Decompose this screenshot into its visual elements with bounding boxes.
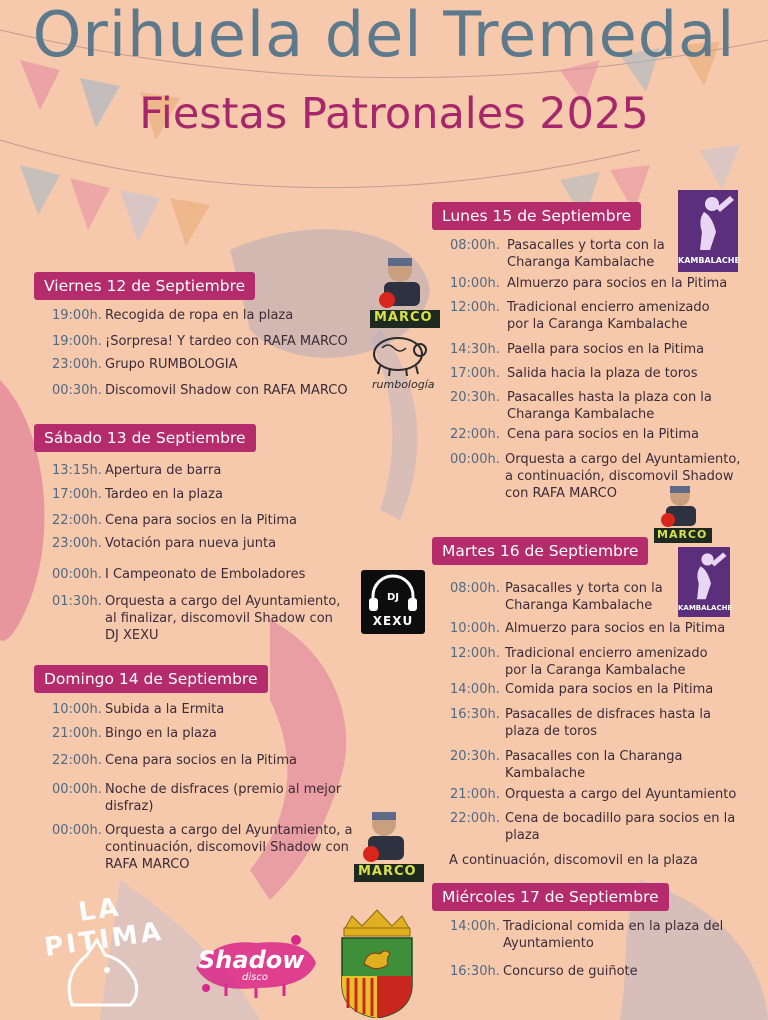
event-time: 16:30h. [450,707,500,722]
la-pitima-logo [22,892,182,1015]
rafa-marco-text: MARCO [374,310,433,325]
rumbologia-text: rumbología [372,378,435,391]
event-time: 08:00h. [450,581,500,596]
event-item [52,566,362,583]
event-description: Orquesta a cargo del Ayuntamiento, al finalizar, discomovil Shadow con DJ XEXU [105,594,341,643]
event-time: 17:00h. [450,366,500,381]
event-description: Subida a la Ermita [105,702,225,717]
event-time: 22:00h. [450,811,500,826]
event-item [52,781,362,815]
shadow-disco-logo [186,928,320,998]
event-time: 12:00h. [450,646,500,661]
event-time: 10:00h. [52,702,102,717]
event-time: 13:15h. [52,463,102,478]
event-time: 10:00h. [450,276,500,291]
rafa-marco-logo [654,482,712,544]
event-time: 00:00h. [450,452,500,467]
event-time: 21:00h. [450,787,500,802]
event-item [52,725,362,742]
event-description: Tradicional encierro amenizado por la Caranga Kambalache [507,300,710,332]
event-time: 00:00h. [52,567,102,582]
event-description: Orquesta a cargo del Ayuntamiento, a continuación, discomovil Shadow con RAFA MARCO [105,823,353,872]
event-description: Discomovil Shadow con RAFA MARCO [105,383,348,398]
event-time: 21:00h. [52,726,102,741]
event-item [450,620,750,637]
coat-of-arms-icon [334,906,420,1018]
event-time: 12:00h. [450,300,500,315]
trumpet-player-icon [678,547,730,603]
shadow-disco-text: disco [242,972,268,983]
event-description: Votación para nueva junta [105,536,277,551]
event-description: Bingo en la plaza [105,726,217,741]
event-item [450,706,750,740]
page-title: Orihuela del Tremedal [32,0,736,71]
event-item [450,645,750,679]
event-item [52,822,370,873]
event-description: Recogida de ropa en la plaza [105,308,294,323]
event-time: 08:00h. [450,238,500,253]
fox-icon [52,935,152,1015]
day-header-miercoles: Miércoles 17 de Septiembre [432,883,669,911]
pig-icon [368,330,430,378]
event-description: Tradicional comida en la plaza del Ayuntamiento [503,919,724,951]
event-item [52,486,362,503]
event-item [52,382,372,399]
event-description: Tradicional encierro amenizado por la Caranga Kambalache [505,646,708,678]
dj-xexu-logo [361,570,425,634]
page-subtitle: Fiestas Patronales 2025 [139,89,649,139]
martes-closing-note: A continuación, discomovil en la plaza [449,853,698,868]
event-description: Cena para socios en la Pitima [105,513,298,528]
event-description: Orquesta a cargo del Ayuntamiento [505,787,737,802]
event-description: Orquesta a cargo del Ayuntamiento, a continuación, discomovil Shadow con RAFA MARCO [505,452,741,501]
day-header-martes: Martes 16 de Septiembre [432,537,648,565]
event-description: Salida hacia la plaza de toros [507,366,698,381]
event-description: Apertura de barra [105,463,222,478]
event-description: Pasacalles con la Charanga Kambalache [505,749,683,781]
event-description: Noche de disfraces (premio al mejor disfraz) [105,782,342,814]
event-description: ¡Sorpresa! Y tardeo con RAFA MARCO [105,334,348,349]
kambalache-logo [678,547,733,617]
event-time: 00:00h. [52,782,102,797]
event-item [52,752,362,769]
event-item [450,681,750,698]
event-time: 14:00h. [450,919,500,934]
event-time: 00:30h. [52,383,102,398]
event-description: Pasacalles y torta con la Charanga Kambalache [505,581,663,613]
event-item [450,786,750,803]
event-description: Grupo RUMBOLOGIA [105,357,238,372]
event-time: 14:00h. [450,682,500,697]
event-item [52,701,362,718]
rafa-marco-logo [370,252,440,330]
kambalache-text: KAMBALACHE [678,256,740,265]
event-item [450,299,750,333]
trumpet-player-icon [678,190,738,254]
event-time: 14:30h. [450,342,500,357]
event-item [52,593,362,644]
event-time: 23:00h. [52,357,102,372]
event-time: 10:00h. [450,621,500,636]
kambalache-text: KAMBALACHE [678,604,733,612]
event-item [450,748,750,782]
rafa-marco-text: MARCO [657,528,708,541]
kambalache-logo [678,190,738,272]
coat-of-arms-logo [334,906,420,1018]
rafa-marco-logo [354,806,424,884]
event-time: 22:00h. [52,753,102,768]
day-header-viernes: Viernes 12 de Septiembre [34,272,255,300]
rafa-marco-text: MARCO [358,864,417,879]
event-item [450,275,750,292]
event-item [450,365,750,382]
event-time: 22:00h. [52,513,102,528]
event-description: I Campeonato de Emboladores [105,567,306,582]
event-item [52,333,372,350]
event-description: Pasacalles de disfraces hasta la plaza de toros [505,707,711,739]
event-time: 19:00h. [52,334,102,349]
event-time: 20:30h. [450,390,500,405]
event-item [52,535,362,552]
day-header-sabado: Sábado 13 de Septiembre [34,424,256,452]
dj-xexu-name-text: XEXU [372,614,414,628]
event-description: Comida para socios en la Pitima [505,682,714,697]
event-description: Paella para socios en la Pitima [507,342,705,357]
event-time: 23:00h. [52,536,102,551]
event-item [52,462,362,479]
event-time: 00:00h. [52,823,102,838]
event-description: Tardeo en la plaza [105,487,223,502]
day-header-lunes: Lunes 15 de Septiembre [432,202,641,230]
event-item [450,341,750,358]
event-time: 22:00h. [450,427,500,442]
event-time: 19:00h. [52,308,102,323]
event-description: Almuerzo para socios en la Pitima [507,276,728,291]
event-time: 16:30h. [450,964,500,979]
event-item [52,307,372,324]
event-description: Cena para socios en la Pitima [105,753,298,768]
event-item [52,356,372,373]
event-description: Pasacalles y torta con la Charanga Kambalache [507,238,665,270]
dj-xexu-dj-text: DJ [386,592,400,603]
event-description: Almuerzo para socios en la Pitima [505,621,726,636]
event-item [450,963,756,980]
event-item [450,810,756,844]
event-description: Pasacalles hasta la plaza con la Charanga Kambalache [507,390,712,422]
event-item [450,426,750,443]
la-pitima-text: LA PITIMA [42,892,166,964]
event-time: 01:30h. [52,594,102,609]
event-item [52,512,362,529]
event-description: Cena para socios en la Pitima [507,427,700,442]
event-description: Cena de bocadillo para socios en la plaza [505,811,736,843]
event-time: 17:00h. [52,487,102,502]
shadow-text: Shadow [198,946,305,974]
rumbologia-logo [368,330,435,394]
event-time: 20:30h. [450,749,500,764]
event-item [450,389,750,423]
event-description: Concurso de guiñote [503,964,638,979]
event-item [450,918,756,952]
day-header-domingo: Domingo 14 de Septiembre [34,665,268,693]
